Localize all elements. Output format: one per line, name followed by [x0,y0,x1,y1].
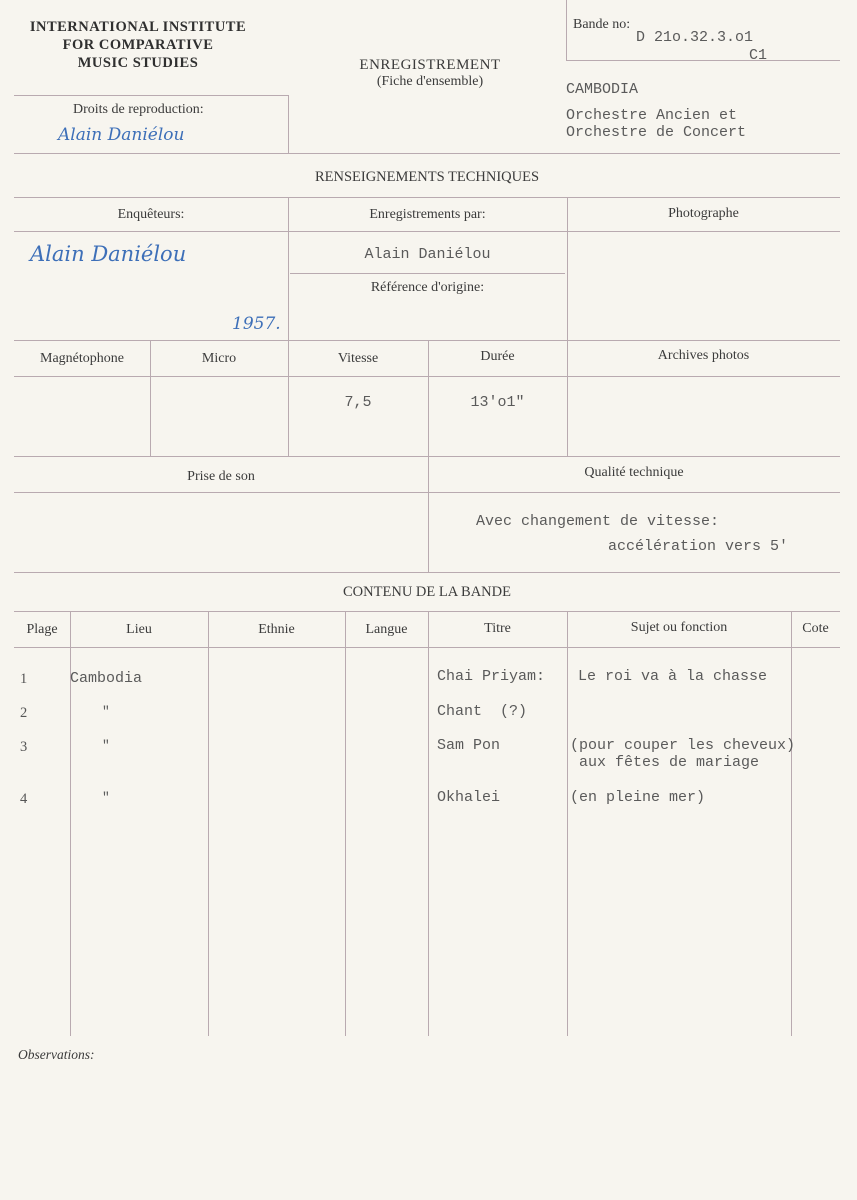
rule [567,611,568,1036]
col-cote: Cote [802,621,829,636]
rule [14,340,840,341]
row-sujet: (en pleine mer) [570,789,706,806]
institute-line-1: INTERNATIONAL INSTITUTE [29,19,247,35]
row-lieu: " [102,738,110,753]
rule [345,611,346,1036]
row-titre: Sam Pon [437,737,501,754]
row-plage: 4 [20,791,28,807]
droits-label: Droits de reproduction: [73,102,204,117]
rule [14,572,840,573]
duree-label: Durée [480,349,515,364]
micro-label: Micro [201,351,237,366]
rule [14,456,840,457]
row-titre: Okhalei [437,789,501,806]
institute-line-2: FOR COMPARATIVE [62,37,214,53]
row-lieu: " [102,790,110,805]
enregistrement-title: ENREGISTREMENT [359,57,501,73]
photographe-label: Photographe [668,206,739,221]
col-sujet: Sujet ou fonction [630,620,728,635]
bande-box-bottom [566,60,840,61]
enregistrement-heading [330,57,530,90]
qualite-line-1: Avec changement de vitesse: [476,513,720,530]
row-sujet: (pour couper les cheveux) [570,737,796,754]
droits-box-right [288,95,289,153]
rule [14,611,840,612]
row-lieu: Cambodia [70,670,143,687]
qualite-line-2: accélération vers 5' [608,538,789,555]
enqueteurs-year: 1957. [232,314,281,334]
institute-line-3: MUSIC STUDIES [77,55,199,71]
bande-value: D 21o.32.3.o1 [636,29,754,46]
bande-box-left [566,0,567,60]
vitesse-label: Vitesse [337,351,379,366]
observations-label: Observations: [18,1047,95,1062]
row-sujet-line-2: aux fêtes de mariage [579,754,760,771]
enqueteurs-label: Enquêteurs: [117,207,185,222]
col-lieu: Lieu [126,622,152,637]
ensemble-line-2: Orchestre de Concert [566,124,747,141]
vitesse-value: 7,5 [344,394,372,411]
rule [14,376,840,377]
bande-suffix: C1 [749,47,768,64]
col-titre: Titre [484,621,511,636]
col-langue: Langue [365,622,408,637]
rule [791,611,792,1036]
rule [14,647,840,648]
row-titre: Chai Priyam: [437,668,546,685]
qualite-label: Qualité technique [584,465,684,480]
prise-label: Prise de son [187,469,255,484]
row-plage: 1 [20,671,28,687]
row-titre: Chant (?) [437,703,528,720]
archives-label: Archives photos [657,348,750,363]
row-plage: 3 [20,739,28,755]
enqueteurs-signature: Alain Daniélou [30,242,187,266]
row-plage: 2 [20,705,28,721]
row-sujet: Le roi va à la chasse [578,668,768,685]
bande-label: Bande no: [573,17,631,32]
rule [14,492,840,493]
rule [14,231,840,232]
contenu-title: CONTENU DE LA BANDE [343,584,511,600]
droits-box-top [14,95,288,96]
rule [14,153,840,154]
col-ethnie: Ethnie [258,622,295,637]
enregistrements-label: Enregistrements par: [369,207,486,222]
rule [290,273,565,274]
rule [14,197,840,198]
country: CAMBODIA [566,81,639,98]
enregistrement-subtitle: (Fiche d'ensemble) [376,74,484,89]
reference-label: Référence d'origine: [370,280,485,295]
duree-value: 13'o1" [470,394,525,411]
rule [208,611,209,1036]
ensemble-line-1: Orchestre Ancien et [566,107,738,124]
enregistrements-value: Alain Daniélou [364,246,491,263]
col-plage: Plage [26,622,58,637]
rule [428,611,429,1036]
technique-title: RENSEIGNEMENTS TECHNIQUES [314,169,540,185]
row-lieu: " [102,704,110,719]
institute-name [8,18,268,72]
magnetophone-label: Magnétophone [40,351,124,366]
droits-signature: Alain Daniélou [58,125,185,145]
